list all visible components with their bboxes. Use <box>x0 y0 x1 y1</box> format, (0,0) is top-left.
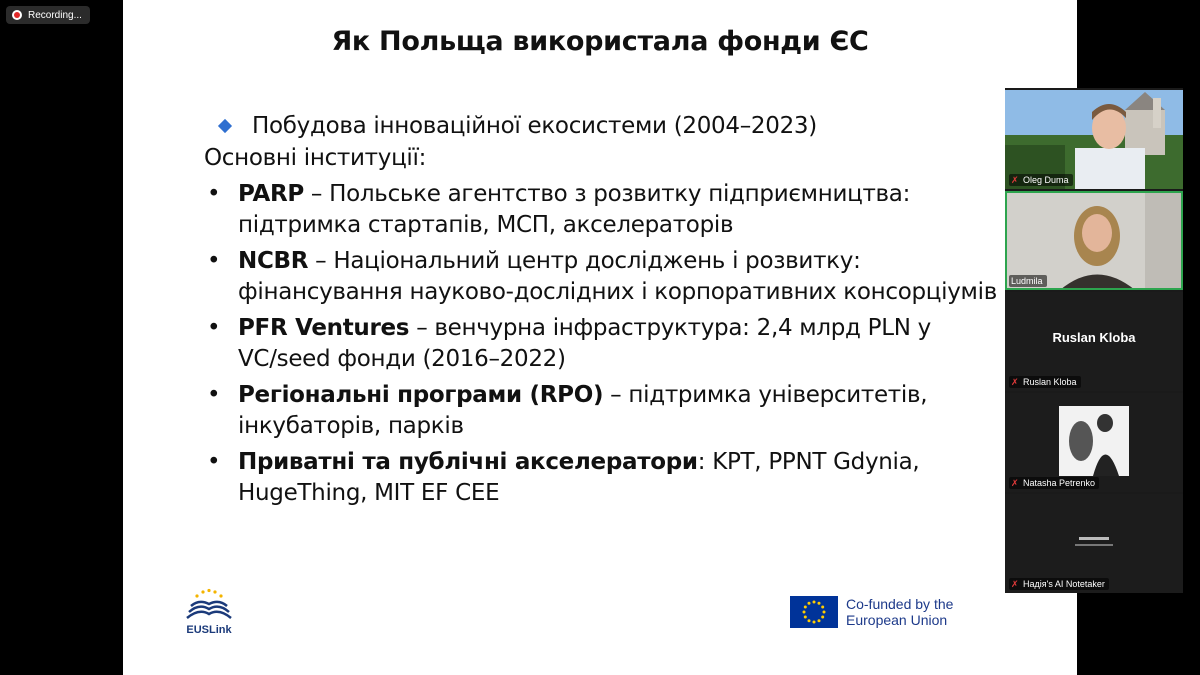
participant-name: Ruslan Kloba <box>1023 377 1077 387</box>
bullet-text: – Польське агентство з розвитку підприємництва: підтримка стартапів, МСП, акселераторів <box>238 181 911 238</box>
participant-name: Ludmila <box>1011 276 1043 286</box>
list-item <box>203 246 1003 308</box>
bullet-bold: Приватні та публічні акселератори <box>238 449 698 475</box>
bullet-text: – підтримка університетів, інкубаторів, парків <box>238 382 928 439</box>
eu-text-line2: European Union <box>846 612 948 628</box>
slide-content <box>203 110 1003 509</box>
bullet-bold: PARP <box>238 181 304 207</box>
participant-tile[interactable] <box>1005 292 1183 391</box>
participants-panel <box>1005 88 1183 593</box>
eu-text <box>846 596 953 628</box>
participant-name-label <box>1009 174 1073 186</box>
participant-tile[interactable] <box>1005 494 1183 593</box>
record-icon <box>12 10 22 20</box>
participant-tile-active[interactable] <box>1005 191 1183 290</box>
bullet-text: – венчурна інфраструктура: 2,4 млрд PLN у VC/seed фонди (2016–2022) <box>238 315 931 372</box>
participant-tile[interactable] <box>1005 393 1183 492</box>
recording-indicator[interactable] <box>6 6 90 24</box>
subtitle-text: Побудова інноваційної екосистеми (2004–2023) <box>252 113 817 139</box>
participant-name: Natasha Petrenko <box>1023 478 1096 488</box>
institutions-list <box>203 179 1003 509</box>
book-logo-icon <box>183 588 235 622</box>
participant-name: Oleg Duma <box>1023 175 1069 185</box>
participant-name-label <box>1009 477 1099 489</box>
mic-muted-icon: ✗ <box>1011 174 1019 185</box>
list-item <box>203 380 1003 442</box>
bullet-text: : KPT, PPNT Gdynia, HugeThing, MIT EF CEE <box>238 449 920 506</box>
bullet-bold: NCBR <box>238 248 309 274</box>
eu-flag-icon <box>790 596 838 628</box>
list-item <box>203 313 1003 375</box>
slide-title: Як Польща використала фонди ЄС <box>331 26 869 57</box>
participant-name-label <box>1009 376 1081 388</box>
slide-subtitle <box>203 110 1003 142</box>
recording-label: Recording... <box>28 9 82 21</box>
mic-muted-icon: ✗ <box>1011 376 1019 387</box>
eu-text-line1: Co-funded by the <box>846 596 954 612</box>
participant-name-label <box>1009 578 1109 590</box>
diamond-bullet-icon <box>218 119 232 133</box>
bullet-bold: Регіональні програми (RPO) <box>238 382 604 408</box>
participant-name-label <box>1009 275 1047 287</box>
list-item <box>203 179 1003 241</box>
mic-muted-icon: ✗ <box>1011 578 1019 589</box>
participant-name: Надія's AI Notetaker <box>1023 579 1105 589</box>
bullet-text: – Національний центр досліджень і розвитку: фінансування науково-дослідних і корпоративних консорціумів <box>238 248 997 305</box>
logo-left-text: EUSLink <box>186 624 232 636</box>
participant-display-name: Ruslan Kloba <box>1052 330 1136 345</box>
shared-slide <box>123 0 1077 675</box>
list-item <box>203 447 1003 509</box>
mic-muted-icon: ✗ <box>1011 477 1019 488</box>
euslink-logo <box>183 588 235 636</box>
participant-tile[interactable] <box>1005 90 1183 189</box>
section-heading: Основні інституції: <box>204 145 427 171</box>
eu-cofunded-logo <box>790 596 953 628</box>
bullet-bold: PFR Ventures <box>238 315 410 341</box>
